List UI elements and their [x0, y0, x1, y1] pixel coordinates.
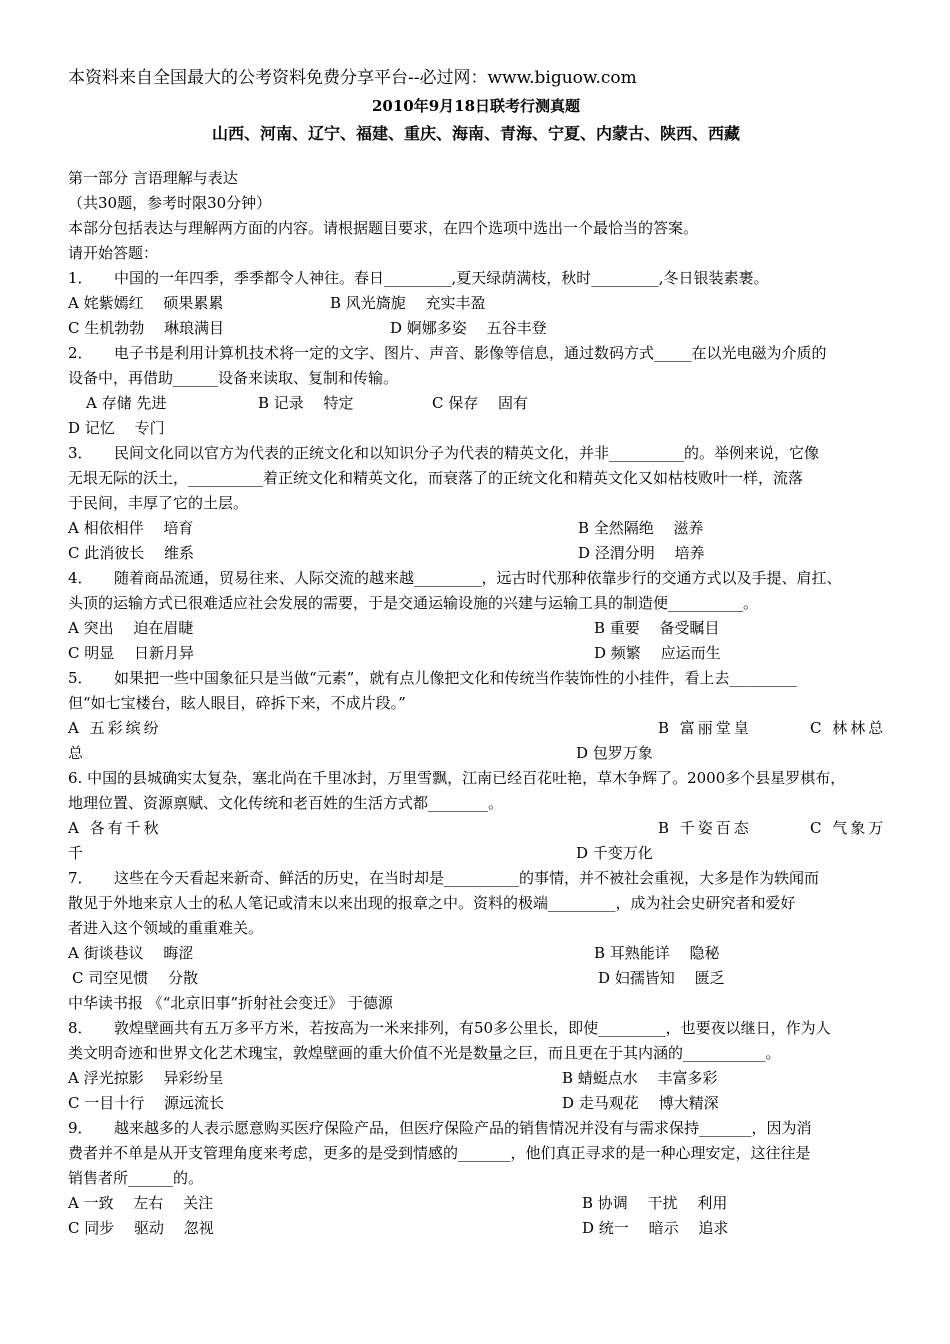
- option-b: B 耳熟能详 隐秘: [594, 944, 720, 962]
- section-meta: （共30题，参考时限30分钟）: [68, 194, 272, 212]
- question-text: 越来越多的人表示愿意购买医疗保险产品，但医疗保险产品的销售情况并没有与需求保持_______，因为消: [114, 1119, 812, 1137]
- option-row: [68, 1091, 884, 1116]
- question-text-cont: 设备中，再借助______设备来读取、复制和传输。: [68, 369, 399, 387]
- option-a: A 存储 先进: [86, 394, 167, 412]
- option-d: D 妇孺皆知 匮乏: [598, 969, 725, 987]
- option-a: A 五彩缤纷: [68, 719, 162, 737]
- option-row: [68, 516, 884, 541]
- question-8: [68, 1016, 884, 1041]
- option-b: B 蜻蜓点水 丰富多彩: [562, 1069, 718, 1087]
- option-row: [68, 641, 884, 666]
- question-text: 这些在今天看起来新奇、鲜活的历史，在当时却是__________的事情，并不被社会重视，大多是作为轶闻而: [114, 869, 820, 887]
- question-number: 7．: [68, 869, 93, 887]
- question-5: [68, 666, 884, 691]
- option-d: D 走马观花 博大精深: [562, 1094, 719, 1112]
- exam-regions: 山西、河南、辽宁、福建、重庆、海南、青海、宁夏、内蒙古、陕西、西藏: [211, 124, 740, 143]
- question-text-cont: 费者并不单是从开支管理角度来考虑，更多的是受到情感的_______，他们真正寻求的是一种心理安定，这往往是: [68, 1144, 811, 1162]
- question-source: 中华读书报 《“北京旧事”折射社会变迁》 于德源: [68, 994, 393, 1012]
- question-text: 随着商品流通，贸易往来、人际交流的越来越_________，远古时代那种依靠步行的交通方式以及手提、肩扛、: [114, 569, 842, 587]
- option-row: [68, 541, 884, 566]
- option-d: D 婀娜多姿 五谷丰登: [390, 319, 547, 337]
- option-c: C 保存 固有: [432, 394, 529, 412]
- option-c: C 气象万: [810, 819, 887, 837]
- option-row: [68, 1191, 884, 1216]
- option-row: [68, 841, 884, 866]
- option-b: B 富丽堂皇: [658, 719, 752, 737]
- option-a: A 一致 左右 关注: [68, 1194, 214, 1212]
- option-a: A 相依相伴 培育: [68, 519, 194, 537]
- option-a: A 各有千秋: [68, 819, 162, 837]
- option-row: [68, 416, 884, 441]
- option-row: [68, 1066, 884, 1091]
- question-text-cont: 类文明奇迹和世界文化艺术瑰宝，敦煌壁画的重大价值不光是数量之巨，而且更在于其内涵的___________。: [68, 1044, 781, 1062]
- option-c: C 林林总: [810, 719, 887, 737]
- option-c-cont: 总: [68, 744, 84, 762]
- option-c-cont: 千: [68, 844, 84, 862]
- question-text-cont: 者进入这个领域的重重难关。: [68, 919, 264, 937]
- question-4: [68, 566, 884, 591]
- option-b: B 记录 特定: [258, 394, 354, 412]
- option-d: D 频繁 应运而生: [594, 644, 721, 662]
- question-1: [68, 266, 884, 291]
- option-c: C 同步 驱动 忽视: [68, 1219, 214, 1237]
- section-heading: 第一部分 言语理解与表达: [68, 169, 238, 187]
- option-row: [68, 316, 884, 341]
- option-b: B 协调 干扰 利用: [582, 1194, 728, 1212]
- question-number: 6.: [68, 769, 83, 787]
- option-d: D 千变万化: [576, 844, 653, 862]
- question-number: 9．: [68, 1119, 93, 1137]
- section-description: 本部分包括表达与理解两方面的内容。请根据题目要求，在四个选项中选出一个最恰当的答案。: [68, 219, 699, 237]
- option-a: A 街谈巷议 晦涩: [68, 944, 194, 962]
- question-6: [68, 766, 884, 791]
- option-row: [68, 741, 884, 766]
- option-b: B 千姿百态: [658, 819, 752, 837]
- question-text: 民间文化同以官方为代表的正统文化和以知识分子为代表的精英文化，并非__________的。举例来说，它像: [114, 444, 820, 462]
- option-d: D 包罗万象: [576, 744, 653, 762]
- question-text-cont: 但“如七宝楼台，眩人眼目，碎拆下来，不成片段。”: [68, 694, 406, 712]
- question-9: [68, 1116, 884, 1141]
- option-row: [68, 941, 884, 966]
- question-text-cont: 销售者所______的。: [68, 1169, 204, 1187]
- question-2: [68, 341, 884, 366]
- start-prompt: 请开始答题：: [68, 244, 159, 262]
- document-page: [68, 64, 887, 1241]
- question-3: [68, 441, 884, 466]
- option-row: [68, 1216, 884, 1241]
- option-row: [68, 291, 884, 316]
- question-text-cont: 无垠无际的沃土，__________着正统文化和精英文化，而衰落了的正统文化和精英文化又如枯枝败叶一样，流落: [68, 469, 804, 487]
- option-d: D 记忆 专门: [68, 419, 165, 437]
- question-number: 1．: [68, 269, 93, 287]
- question-text: 中国的县城确实太复杂，塞北尚在千里冰封，万里雪飘，江南已经百花吐艳，草木争辉了。2000多个县星罗棋布，: [87, 769, 846, 787]
- question-number: 8．: [68, 1019, 93, 1037]
- question-number: 5．: [68, 669, 93, 687]
- exam-title: 2010年9月18日联考行测真题: [371, 97, 581, 115]
- option-c: C 司空见惯 分散: [72, 969, 199, 987]
- question-7: [68, 866, 884, 891]
- option-row: [68, 616, 884, 641]
- source-line: 本资料来自全国最大的公考资料免费分享平台--必过网：www.biguow.com: [68, 68, 637, 88]
- option-b: B 风光旖旎 充实丰盈: [330, 294, 486, 312]
- question-text: 敦煌壁画共有五万多平方米，若按高为一米来排列，有50多公里长，即使_________，也要夜以继日，作为人: [114, 1019, 831, 1037]
- question-text-cont: 头顶的运输方式已很难适应社会发展的需要，于是交通运输设施的兴建与运输工具的制造便__________。: [68, 594, 759, 612]
- question-text-cont: 散见于外地来京人士的私人笔记或清末以来出现的报章之中。资料的极端_________，成为社会史研究者和爱好: [68, 894, 796, 912]
- question-text-cont: 于民间，丰厚了它的土层。: [68, 494, 249, 512]
- question-text: 如果把一些中国象征只是当做“元素”，就有点儿像把文化和传统当作装饰性的小挂件，看上去_________: [114, 669, 797, 687]
- option-row: [68, 816, 887, 841]
- option-b: B 全然隔绝 滋养: [578, 519, 704, 537]
- option-row: [68, 966, 884, 991]
- question-text: 电子书是利用计算机技术将一定的文字、图片、声音、影像等信息，通过数码方式_____在以光电磁为介质的: [114, 344, 827, 362]
- option-c: C 生机勃勃 琳琅满目: [68, 319, 225, 337]
- option-c: C 此消彼长 维系: [68, 544, 195, 562]
- option-b: B 重要 备受瞩目: [594, 619, 720, 637]
- option-a: A 突出 迫在眉睫: [68, 619, 194, 637]
- option-row: [68, 391, 884, 416]
- question-text: 中国的一年四季，季季都令人神往。春日_________,夏天绿荫满枝，秋时_________,冬日银装素裹。: [114, 269, 769, 287]
- option-c: C 一目十行 源远流长: [68, 1094, 225, 1112]
- option-d: D 泾渭分明 培养: [578, 544, 705, 562]
- question-number: 2．: [68, 344, 93, 362]
- question-number: 3．: [68, 444, 93, 462]
- option-c: C 明显 日新月异: [68, 644, 195, 662]
- option-a: A 姹紫嫣红 硕果累累: [68, 294, 224, 312]
- option-row: [68, 716, 887, 741]
- question-text-cont: 地理位置、资源禀赋、文化传统和老百姓的生活方式都________。: [68, 794, 504, 812]
- question-number: 4．: [68, 569, 93, 587]
- option-a: A 浮光掠影 异彩纷呈: [68, 1069, 224, 1087]
- option-d: D 统一 暗示 追求: [582, 1219, 729, 1237]
